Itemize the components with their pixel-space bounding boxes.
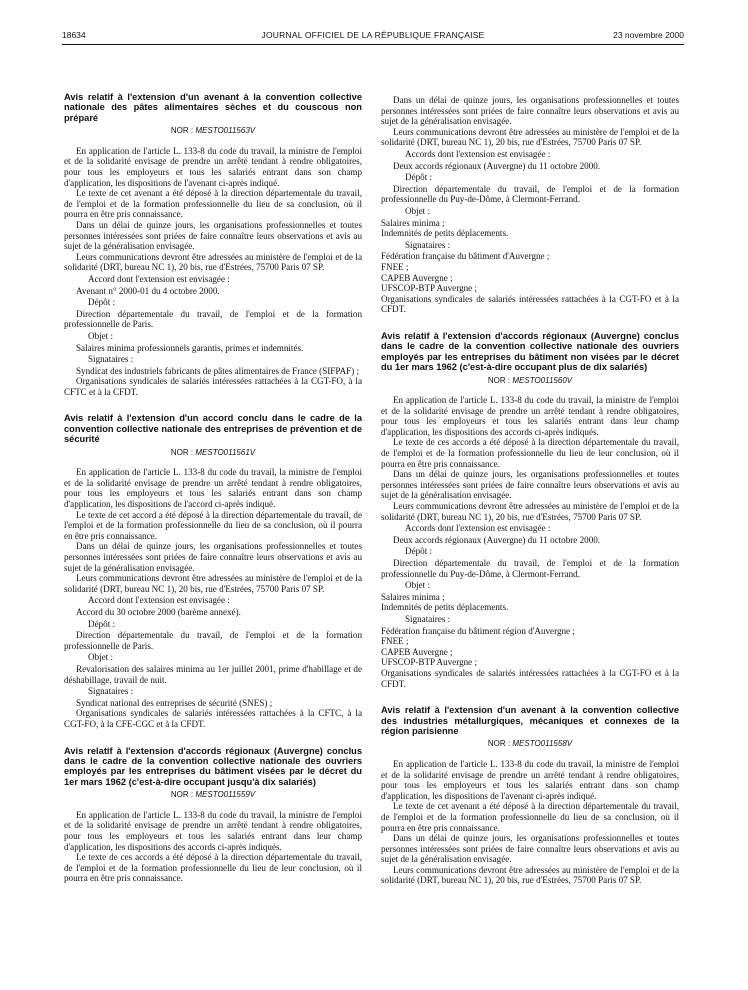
paragraph: Leurs communications devront être adressées au ministère de l'emploi et de la solidarité (DRT, bureau NC 1), 20 bis, rue d'Estrées, 75700 Paris 07 SP.: [381, 126, 679, 148]
accord-value: Deux accords régionaux (Auvergne) du 11 octobre 2000.: [393, 160, 601, 171]
nor-reference: [381, 739, 679, 750]
paragraph: Le texte de cet avenant a été déposé à la direction départementale du travail, de l'emploi et de la formation professionnelle du lieu de sa conclusion, où il pourra en être pris connaissance.: [381, 801, 679, 833]
signataire: FNEE ;: [381, 636, 409, 647]
accord-label: Accords dont l'extension est envisagée :: [405, 148, 551, 159]
nor-code: MESTO011558V: [512, 739, 573, 749]
paragraph: Leurs communications devront être adressées au ministère de l'emploi et de la solidarité (DRT, bureau NC 1), 20 bis, rue d'Estrées, 75700 Paris 07 SP.: [64, 251, 362, 273]
objet-label: Objet :: [88, 330, 114, 341]
avis-title: Avis relatif à l'extension d'accords régionaux (Auvergne) conclus dans le cadre de la convention collective nationale des ouvriers employés par les entreprises du bâtiment visées par le décret du 1er mars 1962 (c'est-à-dire occupant jusqu'à dix salariés): [64, 745, 362, 787]
nor-reference: [64, 790, 362, 801]
paragraph: Le texte de ces accords a été déposé à la direction départementale du travail, de l'emploi et de la formation professionnelle du lieu de leur conclusion, où il pourra en être pris connaissance.: [381, 437, 679, 469]
signataire: CAPEB Auvergne ;: [381, 272, 453, 283]
signataire: Syndicat des industriels fabricants de pâtes alimentaires de France (SIFPAF) ;: [76, 365, 360, 376]
nor-code: MESTO011560V: [512, 375, 573, 385]
signataire: Organisations syndicales de salariés intéressées rattachées à la CGT-FO et à la CFDT.: [381, 293, 679, 315]
nor-code: MESTO011561V: [195, 447, 256, 457]
signataire: Fédération française du bâtiment région d'Auvergne ;: [381, 625, 575, 636]
accord-value: Deux accords régionaux (Auvergne) du 11 octobre 2000.: [393, 534, 601, 545]
avis-title: Avis relatif à l'extension d'un avenant à la convention collective des industries métallurgiques, mécaniques et connexes de la région parisienne: [381, 705, 679, 736]
paragraph: Le texte de cet avenant a été déposé à la direction départementale du travail, de l'emploi et de la formation professionnelle du lieu de sa conclusion, où il pourra en être pris connaissance.: [64, 188, 362, 220]
nor-label: NOR :: [170, 790, 194, 800]
issue-date: 23 novembre 2000: [613, 30, 684, 40]
journal-title: JOURNAL OFFICIEL DE LA RÉPUBLIQUE FRANÇAISE: [261, 30, 485, 40]
paragraph: Le texte de ces accords a été déposé à la direction départementale du travail, de l'emploi et de la formation professionnelle du lieu de leur conclusion, où il pourra en être pris connaissance.: [64, 852, 362, 884]
signataire: FNEE ;: [381, 261, 409, 272]
nor-reference: [64, 126, 362, 137]
objet-value: Salaires minima ;: [381, 591, 445, 602]
accord-label: Accord dont l'extension est envisagée :: [88, 595, 230, 606]
nor-label: NOR :: [170, 447, 194, 457]
objet-value: Indemnités de petits déplacements.: [381, 602, 509, 613]
depot-value: Direction départementale du travail, de l'emploi et de la formation professionnelle du Puy-de-Dôme, à Clermont-Ferrand.: [381, 558, 679, 579]
accord-label: Accord dont l'extension est envisagée :: [88, 273, 230, 284]
depot-label: Dépôt :: [405, 172, 433, 183]
paragraph: Leurs communications devront être adressées au ministère de l'emploi et de la solidarité (DRT, bureau NC 1), 20 bis, rue d'Estrées, 75700 Paris 07 SP.: [381, 864, 679, 886]
depot-label: Dépôt :: [88, 618, 116, 629]
depot-value: Direction départementale du travail, de l'emploi et de la formation professionnelle de Paris.: [64, 630, 362, 651]
objet-value: Salaires minima professionnels garantis, primes et indemnités.: [76, 342, 304, 353]
avis-batiment-auvergne-jusqua-dix: [64, 746, 362, 884]
accord-value: Accord du 30 octobre 2000 (barème annexé).: [76, 607, 241, 617]
signataire: Organisations syndicales de salariés intéressées rattachées à la CFTC, à la CGT-FO, à la CFE-CGC et à la CFDT.: [64, 708, 362, 729]
accord-label: Accords dont l'extension est envisagée :: [405, 523, 551, 534]
page-header: [62, 30, 684, 44]
avis-title: Avis relatif à l'extension d'un avenant à la convention collective nationale des pâtes alimentaires sèches et du couscous non préparé: [64, 92, 362, 123]
header-rule: [62, 44, 684, 45]
nor-label: NOR :: [170, 126, 194, 136]
page-number: 18634: [62, 30, 86, 40]
objet-value: Salaires minima ;: [381, 217, 445, 228]
nor-reference: [381, 376, 679, 387]
signataires-label: Signataires :: [405, 239, 451, 250]
accord-value: Avenant n° 2000-01 du 4 octobre 2000.: [76, 285, 220, 296]
avis-pates-alimentaires: [64, 92, 362, 397]
paragraph: En application de l'article L. 133-8 du code du travail, la ministre de l'emploi et de la solidarité envisage de prendre un arrêté tendant à rendre obligatoires, pour tous les employeurs et tous les salariés entrant dans leur champ d'application, les dispositions des accords ci-après indiqués.: [64, 809, 362, 852]
avis-batiment-auvergne-plus-de-dix: [381, 331, 679, 689]
depot-label: Dépôt :: [405, 546, 433, 557]
paragraph: En application de l'article L. 133-8 du code du travail, la ministre de l'emploi et de la solidarité envisage de prendre un arrêté tendant à rendre obligatoires, pour tous les employeurs et tous les salariés entrant dans leur champ d'application, les dispositions des accords ci-après indiqués.: [381, 395, 679, 437]
nor-label: NOR :: [487, 739, 511, 749]
left-column: [64, 92, 362, 972]
paragraph: Dans un délai de quinze jours, les organisations professionnelles et toutes personnes intéressées sont priées de faire connaître leurs observations et avis au sujet de la généralisation envisagée.: [381, 95, 679, 127]
objet-label: Objet :: [88, 652, 114, 663]
paragraph: Leurs communications devront être adressées au ministère de l'emploi et de la solidarité (DRT, bureau NC 1), 20 bis, rue d'Estrées, 75700 Paris 07 SP.: [381, 501, 679, 522]
right-column: [381, 95, 679, 975]
signataires-label: Signataires :: [405, 613, 451, 624]
depot-label: Dépôt :: [88, 297, 116, 308]
objet-label: Objet :: [405, 205, 431, 216]
signataire: UFSCOP-BTP Auvergne ;: [381, 657, 478, 668]
nor-reference: [64, 448, 362, 459]
paragraph: En application de l'article L. 133-8 du code du travail, la ministre de l'emploi et de la solidarité envisage de prendre un arrêté tendant à rendre obligatoires, pour tous les employeurs et tous les salariés entrant dans son champ d'application, les dispositions de l'accord ci-après indiqué.: [64, 467, 362, 510]
avis-metallurgie-region-parisienne: [381, 705, 679, 886]
depot-value: Direction départementale du travail, de l'emploi et de la formation professionnelle de Paris.: [64, 308, 362, 330]
signataire: Organisations syndicales de salariés intéressées rattachées à la CGT-FO, à la CFTC et à la CFDT.: [64, 376, 362, 397]
signataires-label: Signataires :: [88, 354, 134, 365]
avis-title: Avis relatif à l'extension d'un accord conclu dans le cadre de la convention collective nationale des entreprises de prévention et de sécurité: [64, 413, 362, 445]
paragraph: Dans un délai de quinze jours, les organisations professionnelles et toutes personnes intéressées sont priées de faire connaître leurs observations et avis au sujet de la généralisation envisagée.: [64, 541, 362, 573]
objet-label: Objet :: [405, 580, 431, 591]
paragraph: En application de l'article L. 133-8 du code du travail, la ministre de l'emploi et de la solidarité envisage de prendre un arrêté tendant à rendre obligatoires, pour tous les employeurs et tous les salariés entrant dans son champ d'application, les dispositions de l'avenant ci-après indiqué.: [381, 758, 679, 801]
signataire: CAPEB Auvergne ;: [381, 646, 453, 657]
nor-label: NOR :: [487, 375, 511, 385]
nor-code: MESTO011563V: [195, 126, 256, 136]
objet-value: Revalorisation des salaires minima au 1er juillet 2001, prime d'habillage et de déshabillage, travail de nuit.: [64, 663, 362, 685]
signataire: UFSCOP-BTP Auvergne ;: [381, 283, 478, 294]
depot-value: Direction départementale du travail, de l'emploi et de la formation professionnelle du Puy-de-Dôme, à Clermont-Ferrand.: [381, 183, 679, 205]
objet-value: Indemnités de petits déplacements.: [381, 228, 509, 239]
avis-batiment-auvergne-jusqua-dix-suite: [381, 95, 679, 315]
paragraph: Dans un délai de quinze jours, les organisations professionnelles et toutes personnes intéressées sont priées de faire connaître leurs observations et avis au sujet de la généralisation envisagée.: [381, 469, 679, 501]
signataire: Organisations syndicales de salariés intéressées rattachées à la CGT-FO et à la CFDT.: [381, 667, 679, 689]
signataire: Fédération française du bâtiment d'Auvergne ;: [381, 251, 550, 262]
paragraph: Dans un délai de quinze jours, les organisations professionnelles et toutes personnes intéressées sont priées de faire connaître leurs observations et avis au sujet de la généralisation envisagée.: [64, 219, 362, 252]
signataires-label: Signataires :: [88, 686, 134, 697]
avis-title: Avis relatif à l'extension d'accords régionaux (Auvergne) conclus dans le cadre de la convention collective nationale des ouvriers employés par les entreprises du bâtiment non visées par le décret du 1er mars 1962 (c'est-à-dire occupant plus de dix salariés): [381, 330, 679, 373]
avis-prevention-securite: [64, 413, 362, 729]
paragraph: Leurs communications devront être adressées au ministère de l'emploi et de la solidarité (DRT, bureau NC 1), 20 bis, rue d'Estrées, 75700 Paris 07 SP.: [64, 573, 362, 594]
paragraph: Dans un délai de quinze jours, les organisations professionnelles et toutes personnes intéressées sont priées de faire connaître leurs observations et avis au sujet de la généralisation envisagée.: [381, 833, 679, 865]
paragraph: En application de l'article L. 133-8 du code du travail, la ministre de l'emploi et de la solidarité envisage de prendre un arrêté tendant à rendre obligatoires, pour tous les employeurs et tous les salariés entrant dans son champ d'application, les dispositions de l'avenant ci-après indiqué.: [64, 145, 362, 188]
nor-code: MESTO011559V: [195, 790, 256, 800]
paragraph: Le texte de cet accord a été déposé à la direction départementale du travail, de l'emploi et de la formation professionnelle du lieu de sa conclusion, où il pourra en être pris connaissance.: [64, 509, 362, 541]
signataire: Syndicat national des entreprises de sécurité (SNES) ;: [76, 697, 273, 708]
